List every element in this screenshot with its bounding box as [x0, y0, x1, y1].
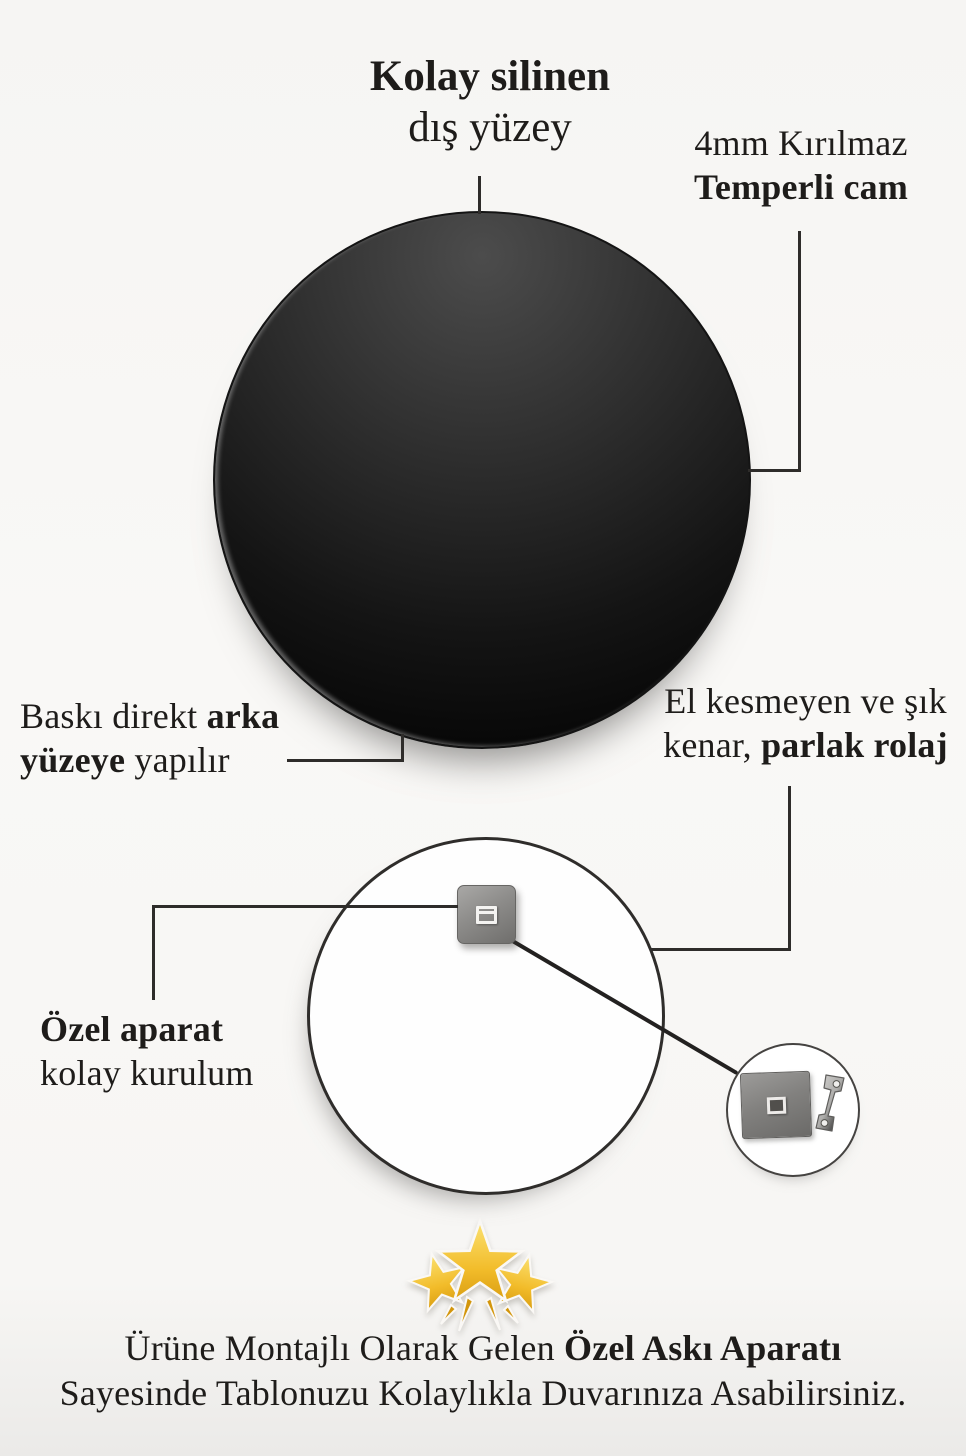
edge-line2a: kenar,	[663, 724, 762, 765]
print-line2b: yapılır	[125, 739, 230, 780]
metal-hanger-clip-icon	[813, 1073, 849, 1135]
square-mounting-plate-icon	[457, 885, 516, 944]
connector-line-tempered-vertical	[798, 231, 801, 472]
square-mounting-plate-detail-icon	[740, 1071, 812, 1139]
callout-mount-apparatus	[40, 1008, 254, 1096]
footer-line1a: Ürüne Montajlı Olarak Gelen	[124, 1328, 565, 1368]
mount-line2: kolay kurulum	[40, 1052, 254, 1093]
footer-line1b: Özel Askı Aparatı	[564, 1328, 842, 1368]
connector-line-print-horizontal	[287, 759, 404, 762]
callout-back-printing	[20, 695, 279, 783]
callout-safe-edge	[645, 680, 966, 768]
footer-text	[0, 1326, 966, 1416]
product-front-circle	[213, 211, 751, 749]
edge-line2b: parlak rolaj	[761, 724, 948, 765]
tempered-line1: 4mm Kırılmaz	[694, 123, 908, 163]
gold-stars-icon	[403, 1215, 557, 1335]
callout-tempered-glass	[640, 122, 962, 210]
mount-line1: Özel aparat	[40, 1009, 224, 1049]
connector-line-print-vertical	[401, 734, 404, 762]
hardware-detail-circle	[726, 1043, 860, 1177]
connector-line-edge-vertical	[788, 786, 791, 951]
connector-line-tempered-horizontal	[748, 469, 801, 472]
connector-line-title	[478, 176, 481, 214]
print-line2a: yüzeye	[20, 739, 126, 780]
tempered-line2: Temperli cam	[693, 166, 909, 207]
title-line1: Kolay silinen	[369, 53, 611, 100]
title-line2: dış yüzey	[408, 103, 572, 151]
connector-line-mount-vertical	[152, 905, 155, 1000]
edge-line1: El kesmeyen ve şık	[664, 681, 947, 721]
hanger-slot-detail-icon	[766, 1096, 786, 1114]
connector-line-edge-horizontal	[651, 948, 791, 951]
print-line1a: Baskı direkt	[20, 696, 207, 736]
hanger-slot-icon	[476, 906, 497, 924]
connector-line-mount-horizontal	[152, 905, 458, 908]
print-line1b: arka	[206, 696, 280, 736]
footer-line2: Sayesinde Tablonuzu Kolaylıkla Duvarınıza Asabilirsiniz.	[59, 1373, 907, 1413]
